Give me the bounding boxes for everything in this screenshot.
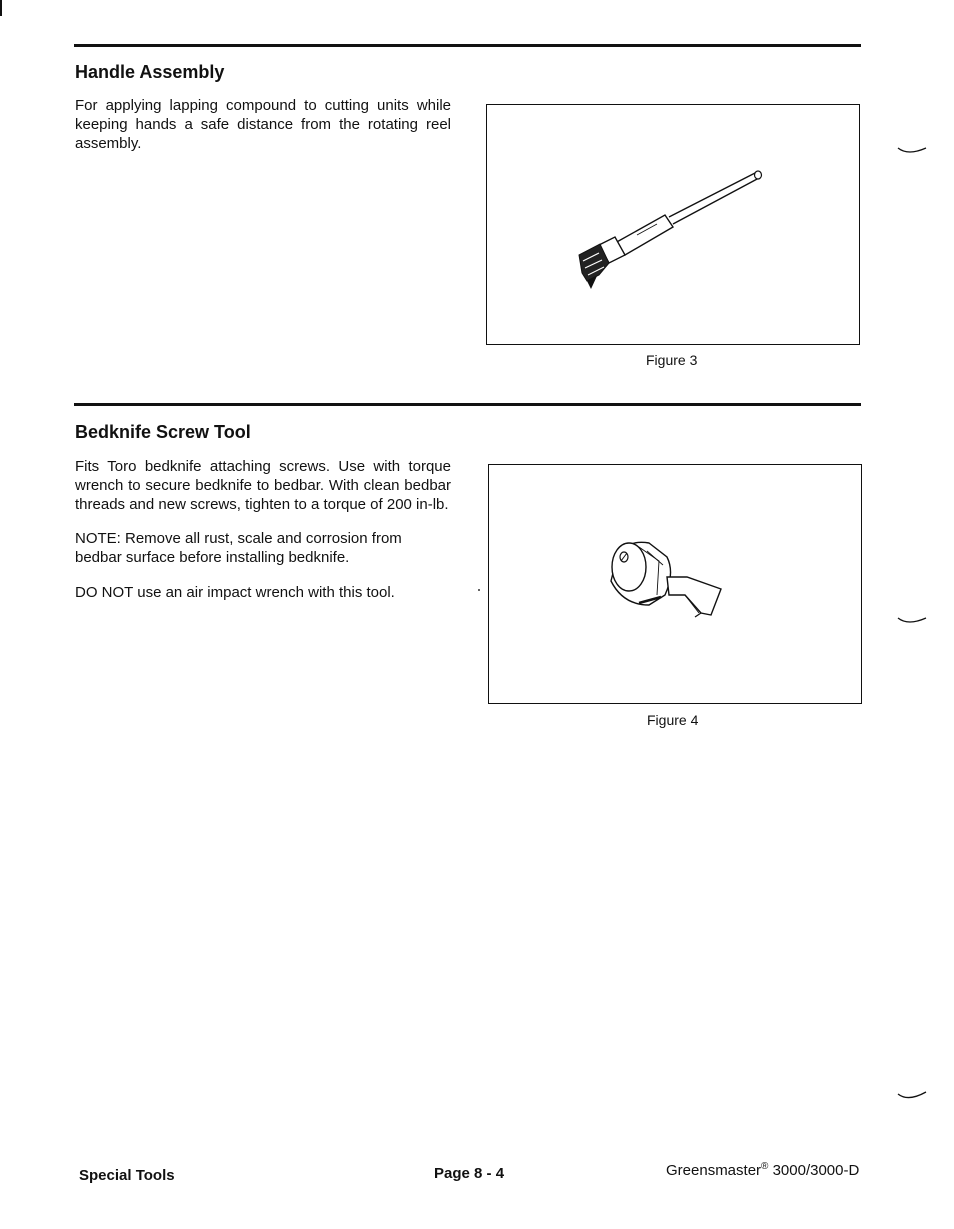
bedknife-tool-description: Fits Toro bedknife attaching screws. Use with torque wrench to secure bedknife to bedbar. With clean bedbar threads and new screws, tighten to a torque of 200 in-lb. bbox=[75, 458, 451, 513]
section-rule-middle bbox=[74, 403, 861, 406]
figure-4-caption: Figure 4 bbox=[647, 712, 699, 728]
figure-3-box bbox=[486, 104, 860, 345]
footer-page-number: Page 8 - 4 bbox=[434, 1165, 505, 1182]
scan-edge-mark bbox=[0, 0, 2, 16]
footer-brand: Greensmaster bbox=[666, 1162, 762, 1179]
bedknife-tool-note: NOTE: Remove all rust, scale and corrosion from bedbar surface before installing bedknife. bbox=[75, 530, 402, 566]
binder-curve-mark-middle bbox=[896, 610, 930, 628]
registered-mark: ® bbox=[761, 1161, 769, 1172]
binder-curve-mark-top bbox=[896, 140, 930, 158]
footer-section-name: Special Tools bbox=[79, 1167, 175, 1184]
bedknife-tool-warning: DO NOT use an air impact wrench with this tool. bbox=[75, 584, 395, 601]
section-rule-top bbox=[74, 44, 861, 47]
scan-dot bbox=[478, 589, 480, 591]
handle-assembly-description: For applying lapping compound to cutting units while keeping hands a safe distance from the rotating reel assembly. bbox=[75, 97, 451, 152]
section-title-bedknife-screw-tool: Bedknife Screw Tool bbox=[75, 422, 251, 442]
footer-model: 3000/3000-D bbox=[768, 1162, 860, 1179]
bedknife-screw-tool-illustration bbox=[489, 465, 859, 701]
section-title-handle-assembly: Handle Assembly bbox=[75, 62, 225, 82]
footer-product-name bbox=[666, 1161, 859, 1179]
figure-3-caption: Figure 3 bbox=[646, 352, 698, 368]
binder-curve-mark-bottom bbox=[896, 1086, 930, 1104]
figure-4-box bbox=[488, 464, 862, 704]
brush-handle-illustration bbox=[487, 105, 857, 342]
